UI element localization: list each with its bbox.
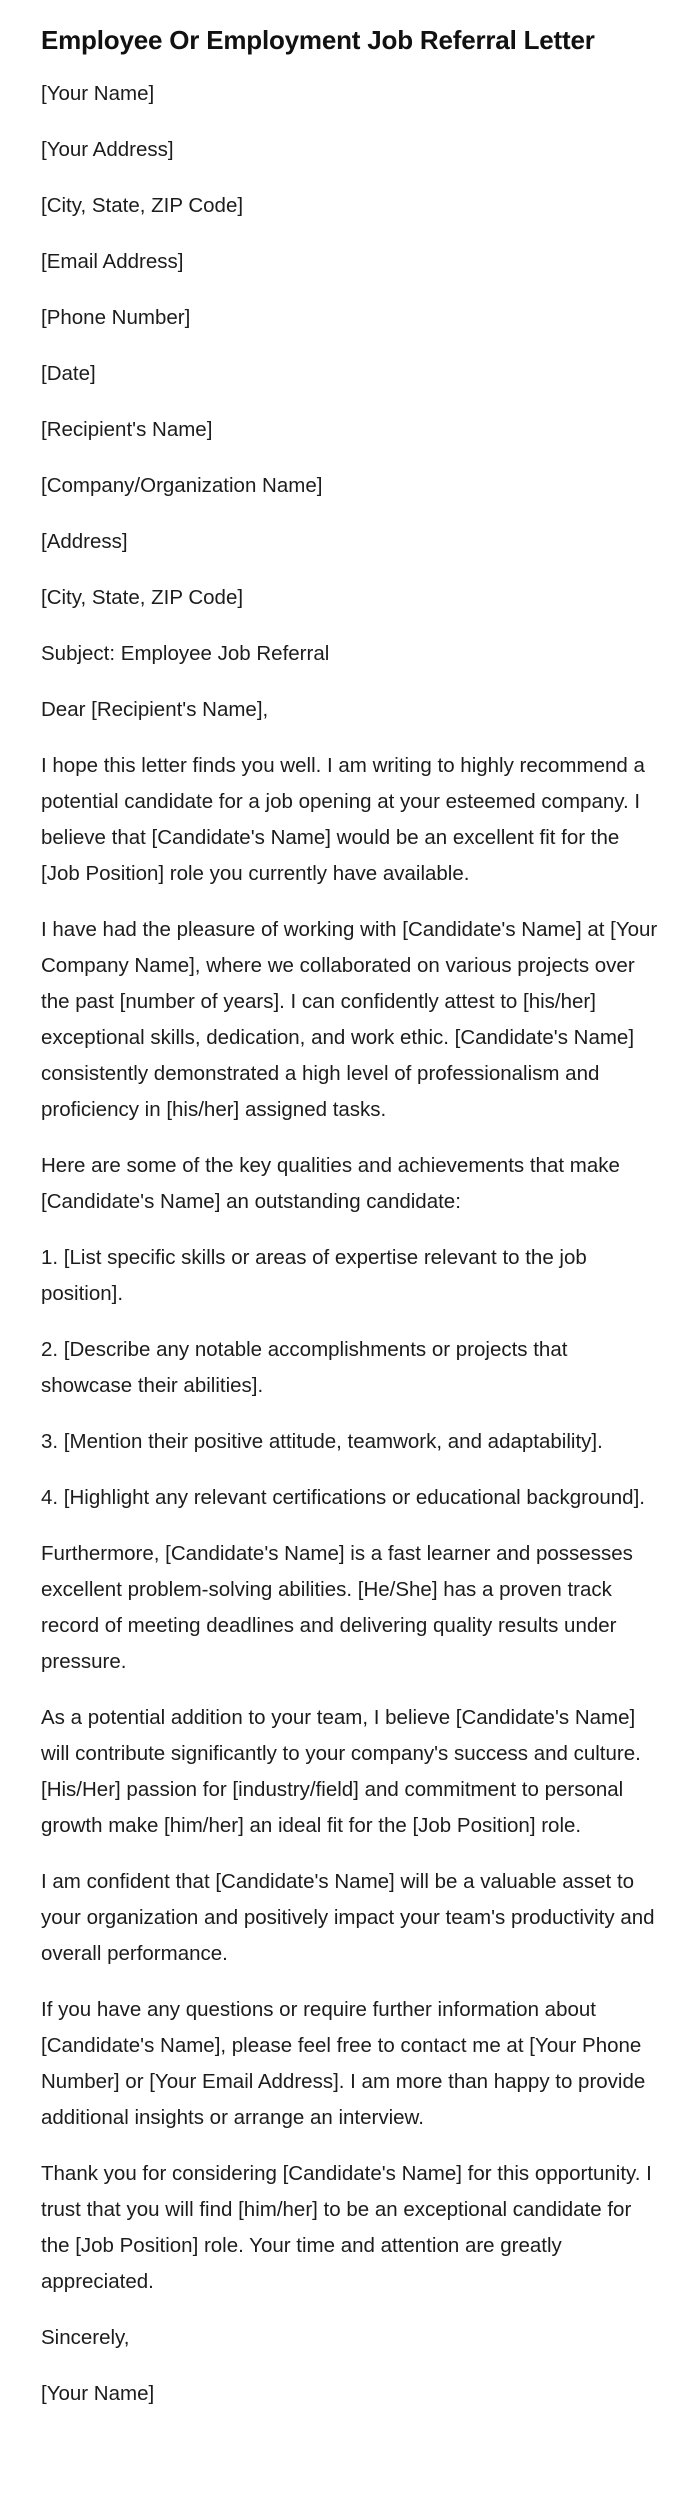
page-title: Employee Or Employment Job Referral Letter <box>41 25 595 55</box>
sender-phone: [Phone Number] <box>41 306 191 329</box>
letter-date: [Date] <box>41 362 96 385</box>
body-paragraph-experience: I have had the pleasure of working with [Candidate's Name] at [Your Company Name], where we collaborated on various projects over the past [number of years]. I can confidently attest to [his/her] exceptional skills, dedication, and work ethic. [Candidate's Name] consistently demonstrated a high level of professionalism and proficiency in [his/her] assigned tasks. <box>41 918 658 1121</box>
list-item-skills: 1. [List specific skills or areas of expertise relevant to the job position]. <box>41 1246 587 1305</box>
salutation: Dear [Recipient's Name], <box>41 698 269 721</box>
sender-name: [Your Name] <box>41 82 155 105</box>
sender-address: [Your Address] <box>41 138 174 161</box>
body-paragraph-intro: I hope this letter finds you well. I am writing to highly recommend a potential candidate for a job opening at your esteemed company. I believe that [Candidate's Name] would be an excellent fit for the [Job Position] role you currently have available. <box>41 754 645 885</box>
recipient-city-state-zip: [City, State, ZIP Code] <box>41 586 244 609</box>
sender-city-state-zip: [City, State, ZIP Code] <box>41 194 244 217</box>
list-item-accomplishments: 2. [Describe any notable accomplishments or projects that showcase their abilities]. <box>41 1338 568 1397</box>
body-paragraph-thanks: Thank you for considering [Candidate's Name] for this opportunity. I trust that you will find [him/her] to be an exceptional candidate for the [Job Position] role. Your time and attention are greatly appreciated. <box>41 2162 652 2293</box>
sender-email: [Email Address] <box>41 250 184 273</box>
body-paragraph-problem-solving: Furthermore, [Candidate's Name] is a fast learner and possesses excellent problem-solving abilities. [He/She] has a proven track record of meeting deadlines and delivering quality results under pressure. <box>41 1542 633 1673</box>
subject-line: Subject: Employee Job Referral <box>41 642 330 665</box>
closing: Sincerely, <box>41 2326 130 2349</box>
body-paragraph-contact: If you have any questions or require further information about [Candidate's Name], please feel free to contact me at [Your Phone Number] or [Your Email Address]. I am more than happy to provide additional insights or arrange an interview. <box>41 1998 646 2129</box>
list-item-attitude: 3. [Mention their positive attitude, teamwork, and adaptability]. <box>41 1430 603 1453</box>
body-paragraph-team-addition: As a potential addition to your team, I believe [Candidate's Name] will contribute significantly to your company's success and culture. [His/Her] passion for [industry/field] and commitment to personal growth make [him/her] an ideal fit for the [Job Position] role. <box>41 1706 641 1837</box>
recipient-name: [Recipient's Name] <box>41 418 213 441</box>
list-item-certifications: 4. [Highlight any relevant certifications or educational background]. <box>41 1486 645 1509</box>
recipient-company: [Company/Organization Name] <box>41 474 323 497</box>
signature-name: [Your Name] <box>41 2382 155 2405</box>
body-paragraph-confidence: I am confident that [Candidate's Name] will be a valuable asset to your organization and positively impact your team's productivity and overall performance. <box>41 1870 655 1965</box>
body-paragraph-qualities-intro: Here are some of the key qualities and achievements that make [Candidate's Name] an outstanding candidate: <box>41 1154 620 1213</box>
recipient-address: [Address] <box>41 530 128 553</box>
